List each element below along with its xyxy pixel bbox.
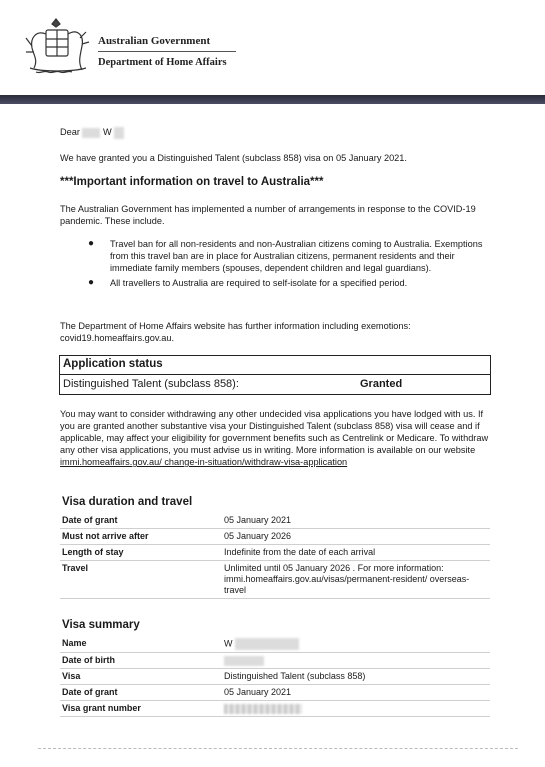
redacted-name xyxy=(82,128,100,138)
table-row xyxy=(60,529,490,545)
withdraw-info xyxy=(60,408,492,468)
status-label: Distinguished Talent (subclass 858): xyxy=(63,378,239,390)
redacted-name-2 xyxy=(114,127,124,139)
row-key: Date of grant xyxy=(60,513,222,529)
row-value: Distinguished Talent (subclass 858) xyxy=(222,669,490,685)
row-value: 05 January 2021 xyxy=(222,513,490,529)
greeting xyxy=(60,126,124,139)
visa-duration-title: Visa duration and travel xyxy=(62,496,193,508)
row-key: Length of stay xyxy=(60,545,222,561)
footer-divider xyxy=(38,748,518,750)
row-key: Date of birth xyxy=(60,653,222,669)
row-key: Visa xyxy=(60,669,222,685)
covid-intro: The Australian Government has implemented a number of arrangements in response to the COVID-19 pandemic. These include. xyxy=(60,204,476,226)
withdraw-link[interactable]: immi.homeaffairs.gov.au/ change-in-situation/withdraw-visa-application xyxy=(60,457,348,467)
table-row xyxy=(60,513,490,529)
list-item xyxy=(60,277,490,289)
status-value: Granted xyxy=(360,378,403,390)
visa-summary-table xyxy=(60,636,490,717)
header-bar xyxy=(0,95,545,104)
row-value xyxy=(222,653,490,669)
table-row xyxy=(60,669,490,685)
visa-duration-table xyxy=(60,513,490,599)
bullet-icon: ● xyxy=(88,277,95,288)
application-status-box xyxy=(59,355,491,395)
list-item xyxy=(60,238,490,274)
row-value: Indefinite from the date of each arrival xyxy=(222,545,490,561)
withdraw-text: You may want to consider withdrawing any other undecided visa applications you have lodged with us. If you are granted another substantive visa your Distinguished Talent (subclass 858) visa will cease and if applicable, may affect your eligibility for government benefits such as Centrelink or Medicare. To withdraw any other visa applications, you must advise us in writing. More information is available on our website xyxy=(60,409,489,455)
website-info: The Department of Home Affairs website has further information including exemotions: covid19.homeaffairs.gov.au. xyxy=(60,321,411,343)
name-value: W xyxy=(224,638,233,649)
bullet-text: All travellers to Australia are required to self-isolate for a specified period. xyxy=(110,278,408,288)
table-row xyxy=(60,636,490,653)
header-divider xyxy=(98,51,236,52)
row-value xyxy=(222,701,490,717)
row-key: Name xyxy=(60,636,222,653)
status-divider xyxy=(60,374,490,375)
application-status-title: Application status xyxy=(63,358,163,370)
row-value: Unlimited until 05 January 2026 . For more information: immi.homeaffairs.gov.au/visas/permanent-resident/ overseas-travel xyxy=(222,561,490,599)
grant-notice: We have granted you a Distinguished Talent (subclass 858) visa on 05 January 2021. xyxy=(60,153,407,163)
bullet-icon: ● xyxy=(88,238,95,249)
visa-summary-title: Visa summary xyxy=(62,619,140,631)
table-row xyxy=(60,545,490,561)
redacted-dob xyxy=(224,656,264,666)
redacted-grant-number xyxy=(224,704,302,714)
important-heading: ***Important information on travel to Australia*** xyxy=(60,176,324,188)
greeting-text: Dear xyxy=(60,127,80,137)
table-row xyxy=(60,653,490,669)
greeting-name: W xyxy=(103,127,112,137)
covid-measures-list xyxy=(60,238,490,292)
table-row xyxy=(60,685,490,701)
department-name: Department of Home Affairs xyxy=(98,57,227,68)
row-key: Must not arrive after xyxy=(60,529,222,545)
row-value: 05 January 2026 xyxy=(222,529,490,545)
letterhead xyxy=(0,0,545,96)
row-value: 05 January 2021 xyxy=(222,685,490,701)
bullet-text: Travel ban for all non-residents and non-Australian citizens coming to Australia. Exemptions from this travel ban are in place for Australian citizens, permanent residents and their immediate family members (spouses, dependent children and legal guardians). xyxy=(110,239,483,273)
row-key: Travel xyxy=(60,561,222,599)
table-row xyxy=(60,561,490,599)
row-value xyxy=(222,636,490,653)
table-row xyxy=(60,701,490,717)
row-key: Date of grant xyxy=(60,685,222,701)
row-key: Visa grant number xyxy=(60,701,222,717)
redacted-name xyxy=(235,638,299,650)
government-name: Australian Government xyxy=(98,35,211,47)
coat-of-arms-icon xyxy=(22,16,92,78)
